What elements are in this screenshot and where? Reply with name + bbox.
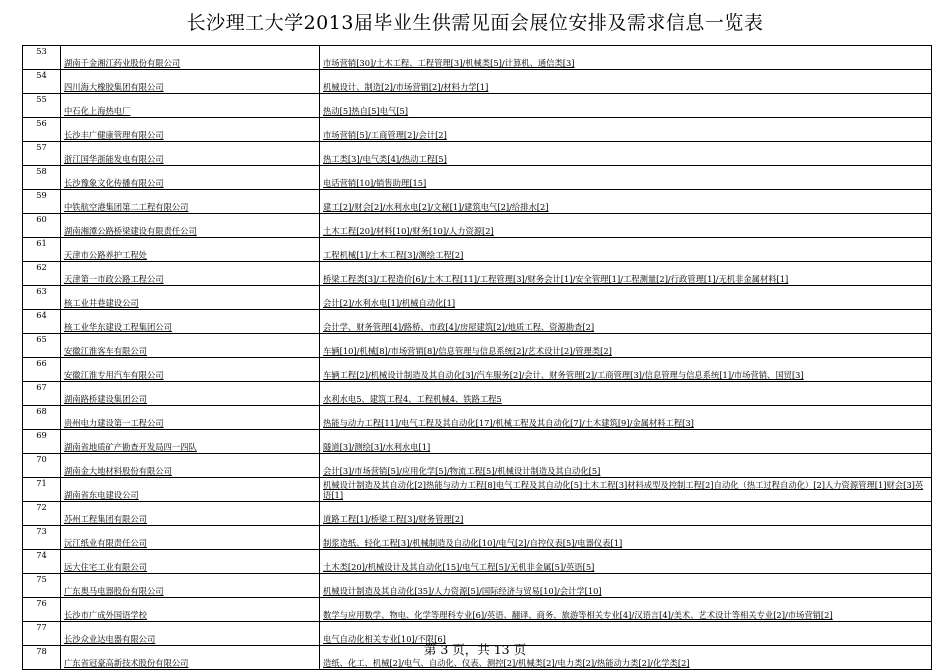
company-name: 核工业华东建设工程集团公司 bbox=[64, 322, 172, 332]
company-cell bbox=[61, 166, 320, 190]
booth-number: 63 bbox=[23, 286, 61, 310]
booth-number: 66 bbox=[23, 358, 61, 382]
demand-info: 机械设计、制造[2]/市场营销[2]/材料力学[1] bbox=[323, 82, 489, 92]
table-row bbox=[23, 118, 932, 142]
demand-info: 隧道[3]/测绘[3]/水利水电[1] bbox=[323, 442, 431, 452]
demand-info: 造纸、化工、机械[2]/电气、自动化、仪表、测控[2]/机械类[2]/电力类[2]/热能动力类[2]/化学类[2] bbox=[323, 658, 690, 668]
company-cell bbox=[61, 70, 320, 94]
table-row bbox=[23, 310, 932, 334]
company-name: 湖南湘潭公路桥梁建设有限责任公司 bbox=[64, 226, 197, 236]
booth-number: 71 bbox=[23, 478, 61, 502]
demand-cell bbox=[320, 574, 932, 598]
demand-cell bbox=[320, 286, 932, 310]
company-cell bbox=[61, 526, 320, 550]
company-name: 湖南路桥建设集团公司 bbox=[64, 394, 147, 404]
company-cell bbox=[61, 310, 320, 334]
booth-number: 75 bbox=[23, 574, 61, 598]
demand-info: 工程机械[1]/土木工程[3]/测绘工程[2] bbox=[323, 250, 464, 260]
demand-info: 市场营销[5]/工商管理[2]/会计[2] bbox=[323, 130, 447, 140]
table-row bbox=[23, 262, 932, 286]
table-row bbox=[23, 430, 932, 454]
demand-info: 市场营销[30]/土木工程、工程管理[3]/机械类[5]/计算机、通信类[3] bbox=[323, 58, 575, 68]
table-row bbox=[23, 238, 932, 262]
company-name: 苏州工程集团有限公司 bbox=[64, 514, 147, 524]
company-cell bbox=[61, 550, 320, 574]
table-row bbox=[23, 214, 932, 238]
table-row bbox=[23, 526, 932, 550]
booth-table bbox=[22, 45, 932, 670]
table-row bbox=[23, 574, 932, 598]
demand-cell bbox=[320, 454, 932, 478]
demand-cell bbox=[320, 118, 932, 142]
demand-cell bbox=[320, 190, 932, 214]
booth-number: 61 bbox=[23, 238, 61, 262]
company-cell bbox=[61, 574, 320, 598]
demand-cell bbox=[320, 262, 932, 286]
company-name: 沅江纸业有限责任公司 bbox=[64, 538, 147, 548]
demand-info: 数学与应用数学、物电、化学等理科专业[6]/英语、翻译、商务、旅游等相关专业[4]/汉语言[4]/美术、艺术设计等相关专业[2]/市场营销[2] bbox=[323, 610, 833, 620]
company-name: 长沙市广成外国语学校 bbox=[64, 610, 147, 620]
demand-info: 制浆造纸、轻化工程[3]/机械制造及自动化[10]/电气[2]/自控仪表[5]/电器仪表[1] bbox=[323, 538, 623, 548]
company-name: 湖南金大地材料股份有限公司 bbox=[64, 466, 172, 476]
company-cell bbox=[61, 46, 320, 70]
table-row bbox=[23, 166, 932, 190]
company-name: 安徽江淮客车有限公司 bbox=[64, 346, 147, 356]
demand-cell bbox=[320, 46, 932, 70]
demand-cell bbox=[320, 334, 932, 358]
demand-cell bbox=[320, 94, 932, 118]
booth-number: 73 bbox=[23, 526, 61, 550]
company-cell bbox=[61, 598, 320, 622]
demand-cell bbox=[320, 310, 932, 334]
demand-info: 机械设计制造及其自动化[2]热能与动力工程[8]电气工程及其自动化[5]土木工程[3]材料成型及控制工程[2]自动化（热工过程自动化）[2]人力资源管理[1]财会[3]英语[1] bbox=[323, 480, 924, 500]
company-name: 天津市公路养护工程处 bbox=[64, 250, 147, 260]
booth-table-body bbox=[23, 46, 932, 670]
booth-number: 60 bbox=[23, 214, 61, 238]
company-cell bbox=[61, 358, 320, 382]
company-name: 贵州电力建设第一工程公司 bbox=[64, 418, 164, 428]
demand-info: 道路工程[1]/桥梁工程[3]/财务管理[2] bbox=[323, 514, 464, 524]
company-name: 四川海大橡胶集团有限公司 bbox=[64, 82, 164, 92]
table-row bbox=[23, 286, 932, 310]
demand-info: 水利水电5、建筑工程4、工程机械4、铁路工程5 bbox=[323, 394, 502, 404]
demand-cell bbox=[320, 502, 932, 526]
company-cell bbox=[61, 190, 320, 214]
company-name: 远大住宅工业有限公司 bbox=[64, 562, 147, 572]
company-name: 核工业井巷建设公司 bbox=[64, 298, 139, 308]
demand-cell bbox=[320, 550, 932, 574]
table-row bbox=[23, 142, 932, 166]
demand-info: 电气自动化相关专业[10]/不限[6] bbox=[323, 634, 446, 644]
booth-number: 72 bbox=[23, 502, 61, 526]
demand-cell bbox=[320, 406, 932, 430]
table-row bbox=[23, 454, 932, 478]
demand-info: 桥梁工程类[3]/工程造价[6]/土木工程[11]/工程管理[3]/财务会计[1]/安全管理[1]/工程测量[2]/行政管理[1]/无机非金属材料[1] bbox=[323, 274, 789, 284]
table-row bbox=[23, 502, 932, 526]
demand-info: 建工[2]/财会[2]/水利水电[2]/文秘[1]/建筑电气[2]/给排水[2] bbox=[323, 202, 549, 212]
company-name: 湖南省地质矿产勘查开发局四一四队 bbox=[64, 442, 197, 452]
company-cell bbox=[61, 142, 320, 166]
table-row bbox=[23, 382, 932, 406]
company-cell bbox=[61, 94, 320, 118]
company-name: 安徽江淮专用汽车有限公司 bbox=[64, 370, 164, 380]
demand-cell bbox=[320, 238, 932, 262]
table-row bbox=[23, 478, 932, 502]
company-name: 长沙丰广健康管理有限公司 bbox=[64, 130, 164, 140]
demand-cell bbox=[320, 382, 932, 406]
company-cell bbox=[61, 430, 320, 454]
company-cell bbox=[61, 262, 320, 286]
table-row bbox=[23, 94, 932, 118]
company-name: 广东奥马电器股份有限公司 bbox=[64, 586, 164, 596]
demand-info: 车辆[10]/机械[8]/市场营销[8]/信息管理与信息系统[2]/艺术设计[2]/管理类[2] bbox=[323, 346, 612, 356]
company-name: 中铁航空港集团第二工程有限公司 bbox=[64, 202, 189, 212]
table-row bbox=[23, 406, 932, 430]
company-name: 长沙豫象文化传播有限公司 bbox=[64, 178, 164, 188]
booth-number: 62 bbox=[23, 262, 61, 286]
demand-info: 热工类[3]/电气类[4]/热动工程[5] bbox=[323, 154, 447, 164]
demand-cell bbox=[320, 142, 932, 166]
company-name: 天津第一市政公路工程公司 bbox=[64, 274, 164, 284]
demand-info: 会计[2]/水利水电[1]/机械自动化[1] bbox=[323, 298, 456, 308]
demand-cell bbox=[320, 430, 932, 454]
booth-number: 67 bbox=[23, 382, 61, 406]
demand-info: 热能与动力工程[11]/电气工程及其自动化[17]/机械工程及其自动化[7]/土木建筑[9]/金属材料工程[3] bbox=[323, 418, 694, 428]
demand-info: 车辆工程[2]/机械设计制造及其自动化[3]/汽车服务[2]/会计、财务管理[2]/工商管理[3]/信息管理与信息系统[1]/市场营销、国贸[3] bbox=[323, 370, 804, 380]
booth-number: 76 bbox=[23, 598, 61, 622]
booth-number: 57 bbox=[23, 142, 61, 166]
demand-cell bbox=[320, 214, 932, 238]
table-row bbox=[23, 358, 932, 382]
demand-info: 土木工程[20]/材料[10]/财务[10]/人力资源[2] bbox=[323, 226, 494, 236]
demand-cell bbox=[320, 478, 932, 502]
table-row bbox=[23, 550, 932, 574]
company-cell bbox=[61, 214, 320, 238]
company-name: 长沙众业达电器有限公司 bbox=[64, 634, 156, 644]
company-cell bbox=[61, 238, 320, 262]
booth-number: 77 bbox=[23, 622, 61, 646]
company-name: 广东省冠豪高新技术股份有限公司 bbox=[64, 658, 189, 668]
booth-number: 69 bbox=[23, 430, 61, 454]
table-row bbox=[23, 70, 932, 94]
company-cell bbox=[61, 502, 320, 526]
booth-number: 78 bbox=[23, 646, 61, 670]
table-row bbox=[23, 598, 932, 622]
booth-number: 70 bbox=[23, 454, 61, 478]
demand-info: 热动[5]热自[5]电气[5] bbox=[323, 106, 409, 116]
booth-number: 55 bbox=[23, 94, 61, 118]
company-cell bbox=[61, 406, 320, 430]
demand-info: 机械设计制造及其自动化[35]/人力资源[5]/国际经济与贸易[10]/会计学[10] bbox=[323, 586, 602, 596]
company-name: 中石化上海热电厂 bbox=[64, 106, 131, 116]
company-cell bbox=[61, 454, 320, 478]
company-cell bbox=[61, 334, 320, 358]
company-name: 湖南省东电建设公司 bbox=[64, 490, 139, 500]
booth-number: 53 bbox=[23, 46, 61, 70]
demand-cell bbox=[320, 526, 932, 550]
demand-info: 会计学、财务管理[4]/路桥、市政[4]/房屋建筑[2]/地质工程、资源勘查[2] bbox=[323, 322, 595, 332]
demand-info: 会计[3]/市场营销[5]/应用化学[5]/物流工程[5]/机械设计制造及其自动化[5] bbox=[323, 466, 601, 476]
demand-info: 电话营销[10]/销售助理[15] bbox=[323, 178, 427, 188]
company-cell bbox=[61, 382, 320, 406]
booth-number: 65 bbox=[23, 334, 61, 358]
booth-number: 64 bbox=[23, 310, 61, 334]
booth-number: 56 bbox=[23, 118, 61, 142]
table-row bbox=[23, 46, 932, 70]
booth-number: 74 bbox=[23, 550, 61, 574]
page-footer: 第 3 页，共 13 页 bbox=[423, 642, 527, 657]
demand-cell bbox=[320, 598, 932, 622]
company-cell bbox=[61, 478, 320, 502]
company-name: 湖南千金湘江药业股份有限公司 bbox=[64, 58, 181, 68]
company-name: 浙江国华浙能发电有限公司 bbox=[64, 154, 164, 164]
booth-number: 58 bbox=[23, 166, 61, 190]
booth-number: 59 bbox=[23, 190, 61, 214]
company-cell bbox=[61, 118, 320, 142]
booth-number: 68 bbox=[23, 406, 61, 430]
demand-cell bbox=[320, 70, 932, 94]
demand-cell bbox=[320, 358, 932, 382]
table-row bbox=[23, 334, 932, 358]
demand-cell bbox=[320, 166, 932, 190]
table-row bbox=[23, 190, 932, 214]
demand-info: 土木类[20]/机械设计及其自动化[15]/电气工程[5]/无机非金属[5]/英语[5] bbox=[323, 562, 595, 572]
page-title: 长沙理工大学2013届毕业生供需见面会展位安排及需求信息一览表 bbox=[186, 12, 764, 34]
booth-number: 54 bbox=[23, 70, 61, 94]
company-cell bbox=[61, 286, 320, 310]
